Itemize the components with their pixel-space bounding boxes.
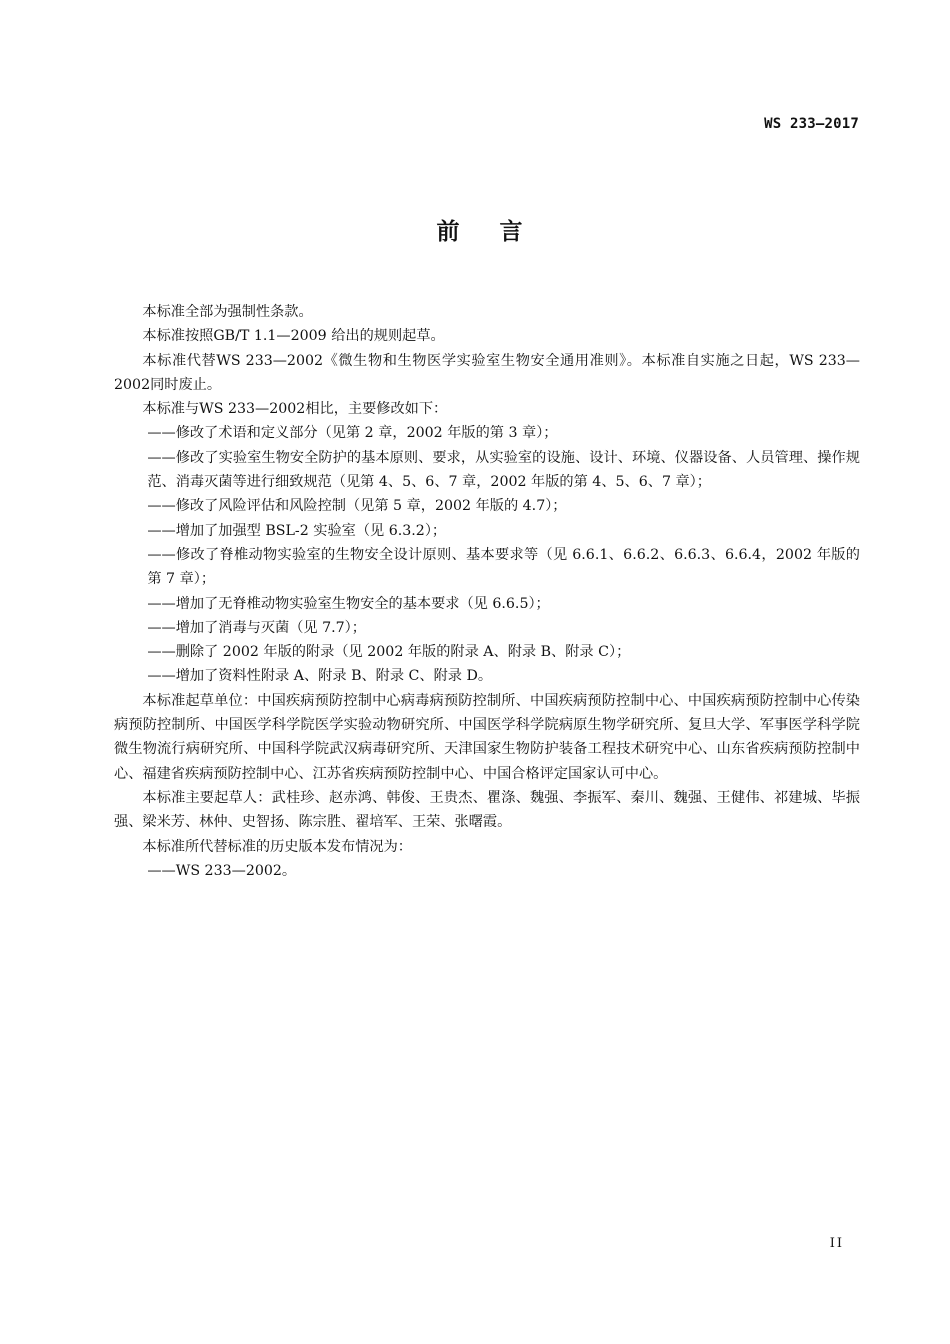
change-item: ——增加了加强型 BSL-2 实验室（见 6.3.2）； (147, 522, 447, 539)
paragraph-mandatory: 本标准全部为强制性条款。 (142, 304, 313, 320)
paragraph-drafting-units: 本标准起草单位：中国疾病预防控制中心病毒病预防控制所、中国疾病预防控制中心、中国疾病预防控制中心传染病预防控制所、中国医学科学院医学实验动物研究所、中国医学科学院病原生物学研究所、复旦大学、军事医学科学院微生物流行病研究所、中国科学院武汉病毒研究所、天津国家生物防护装备工程技术研究中心、山东省疾病预防控制中心、福建省疾病预防控制中心、江苏省疾病预防控制中心、中国合格评定国家认可中心。 (114, 692, 860, 782)
paragraph-changes-intro: 本标准与WS 233—2002相比，主要修改如下： (142, 401, 448, 418)
change-item: ——修改了脊椎动物实验室的生物安全设计原则、基本要求等（见 6.6.1、6.6.2、6.6.3、6.6.4，2002 年版的第 7 章）； (147, 546, 860, 588)
change-item: ——增加了无脊椎动物实验室生物安全的基本要求（见 6.6.5）； (147, 595, 550, 612)
paragraph-drafters: 本标准主要起草人：武桂珍、赵赤鸿、韩俊、王贵杰、瞿涤、魏强、李振军、秦川、魏强、王健伟、祁建城、毕振强、梁米芳、林仲、史智扬、陈宗胜、翟培军、王荣、张曙霞。 (114, 789, 860, 831)
change-item: ——修改了实验室生物安全防护的基本原则、要求，从实验室的设施、设计、环境、仪器设备、人员管理、操作规范、消毒灭菌等进行细致规范（见第 4、5、6、7 章，2002 年版的第 4、5、6、7 章）； (147, 449, 860, 491)
change-item: ——修改了术语和定义部分（见第 2 章，2002 年版的第 3 章）； (147, 425, 558, 442)
page-title: 前 言 (436, 219, 539, 245)
page-number: II (829, 1236, 844, 1251)
change-item: ——增加了资料性附录 A、附录 B、附录 C、附录 D。 (147, 668, 493, 685)
paragraph-replaces: 本标准代替WS 233—2002《微生物和生物医学实验室生物安全通用准则》。本标准自实施之日起，WS 233—2002同时废止。 (114, 352, 860, 393)
change-item: ——删除了 2002 年版的附录（见 2002 年版的附录 A、附录 B、附录 C）； (147, 644, 631, 661)
change-item: ——修改了风险评估和风险控制（见第 5 章，2002 年版的 4.7）； (147, 498, 567, 515)
change-item: ——增加了消毒与灭菌（见 7.7）； (147, 619, 366, 636)
paragraph-history-intro: 本标准所代替标准的历史版本发布情况为： (142, 838, 412, 855)
standard-code: WS 233—2017 (764, 116, 859, 132)
paragraph-drafting-rules: 本标准按照GB/T 1.1—2009 给出的规则起草。 (142, 328, 445, 345)
history-item: ——WS 233—2002。 (147, 862, 297, 879)
foreword-body (114, 300, 860, 883)
